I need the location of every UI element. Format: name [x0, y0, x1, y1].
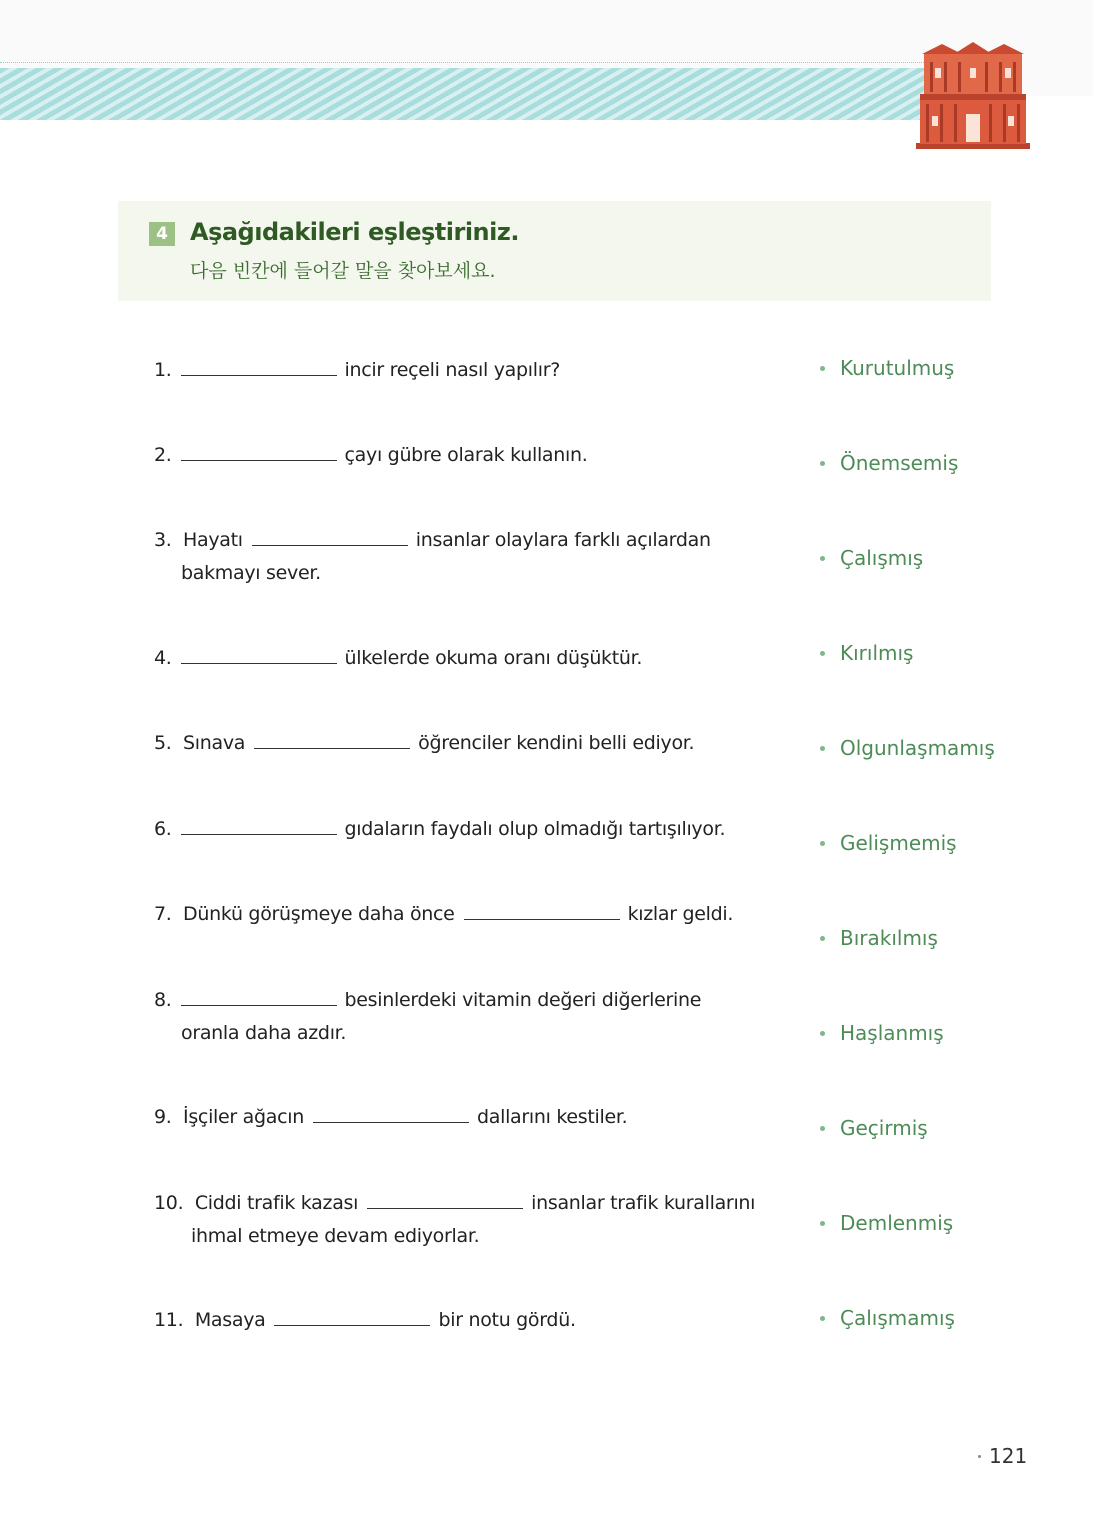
bullet-icon — [820, 461, 825, 466]
exercise-title: Aşağıdakileri eşleştiriniz. — [190, 218, 519, 246]
bullet-icon — [820, 1221, 825, 1226]
question-9: 9. İşçiler ağacın dallarını kestiler. — [154, 1106, 628, 1128]
exercise-number-badge: 4 — [149, 222, 175, 246]
question-8: 8. besinlerdeki vitamin değeri diğerlerine oranla daha azdır. — [154, 989, 702, 1044]
page-number: 121 — [978, 1444, 1027, 1468]
option-item[interactable]: Demlenmiş — [820, 1211, 953, 1235]
bullet-icon — [820, 1031, 825, 1036]
bullet-icon — [820, 936, 825, 941]
bullet-icon — [820, 651, 825, 656]
question-5: 5. Sınava öğrenciler kendini belli ediyor. — [154, 732, 695, 754]
question-2: 2. çayı gübre olarak kullanın. — [154, 444, 588, 466]
bullet-icon — [820, 1316, 825, 1321]
bullet-icon — [820, 1126, 825, 1131]
answer-blank[interactable] — [254, 747, 410, 749]
header-dotted-line — [0, 62, 930, 63]
petra-building-icon — [914, 40, 1032, 152]
option-item[interactable]: Haşlanmış — [820, 1021, 944, 1045]
question-7: 7. Dünkü görüşmeye daha önce kızlar geldi. — [154, 903, 734, 925]
question-3: 3. Hayatı insanlar olaylara farklı açılardan bakmayı sever. — [154, 529, 711, 584]
option-item[interactable]: Geçirmiş — [820, 1116, 928, 1140]
option-item[interactable]: Bırakılmış — [820, 926, 938, 950]
answer-blank[interactable] — [367, 1207, 523, 1209]
bullet-icon — [820, 746, 825, 751]
question-10: 10. Ciddi trafik kazası insanlar trafik kurallarını ihmal etmeye devam ediyorlar. — [154, 1192, 756, 1247]
answer-blank[interactable] — [252, 544, 408, 546]
page-dot-icon — [978, 1455, 981, 1458]
question-6: 6. gıdaların faydalı olup olmadığı tartışılıyor. — [154, 818, 726, 840]
answer-blank[interactable] — [181, 459, 337, 461]
option-item[interactable]: Gelişmemiş — [820, 831, 957, 855]
option-item[interactable]: Kurutulmuş — [820, 356, 954, 380]
decorative-stripe — [0, 68, 930, 120]
answer-blank[interactable] — [181, 1004, 337, 1006]
option-item[interactable]: Olgunlaşmamış — [820, 736, 995, 760]
option-item[interactable]: Çalışmamış — [820, 1306, 955, 1330]
option-item[interactable]: Çalışmış — [820, 546, 923, 570]
bullet-icon — [820, 841, 825, 846]
exercise-header-box — [118, 201, 991, 301]
option-item[interactable]: Kırılmış — [820, 641, 913, 665]
answer-blank[interactable] — [274, 1324, 430, 1326]
bullet-icon — [820, 556, 825, 561]
question-11: 11. Masaya bir notu gördü. — [154, 1309, 576, 1331]
answer-blank[interactable] — [181, 833, 337, 835]
bullet-icon — [820, 366, 825, 371]
option-item[interactable]: Önemsemiş — [820, 451, 958, 475]
exercise-subtitle: 다음 빈칸에 들어갈 말을 찾아보세요. — [190, 260, 496, 282]
question-1: 1. incir reçeli nasıl yapılır? — [154, 359, 561, 381]
answer-blank[interactable] — [181, 374, 337, 376]
answer-blank[interactable] — [313, 1121, 469, 1123]
question-4: 4. ülkelerde okuma oranı düşüktür. — [154, 647, 643, 669]
answer-blank[interactable] — [464, 918, 620, 920]
answer-blank[interactable] — [181, 662, 337, 664]
